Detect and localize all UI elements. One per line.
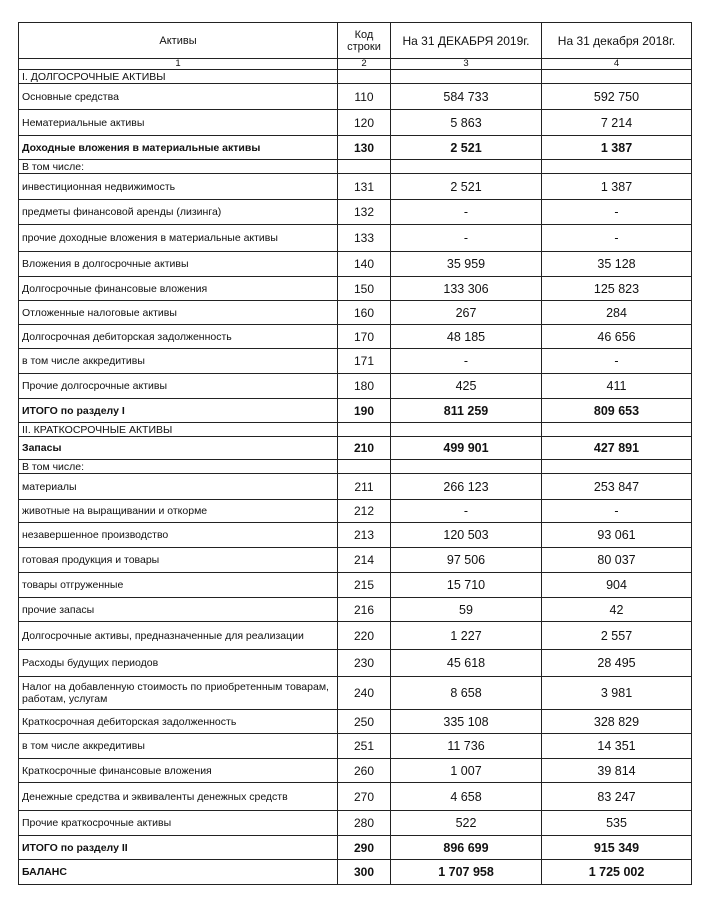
row-value-2018: 809 653 — [542, 399, 692, 423]
table-row — [19, 650, 692, 677]
table-row — [19, 437, 692, 460]
table-row — [19, 225, 692, 252]
table-row — [19, 277, 692, 301]
table-row — [19, 423, 692, 437]
row-value-2018: 83 247 — [542, 783, 692, 811]
row-code: 213 — [338, 523, 391, 548]
row-value-2019 — [391, 423, 542, 437]
row-code: 300 — [338, 860, 391, 885]
row-value-2019: 266 123 — [391, 474, 542, 500]
row-value-2018 — [542, 70, 692, 84]
row-value-2019: 1 227 — [391, 622, 542, 650]
table-row — [19, 84, 692, 110]
row-code — [338, 460, 391, 474]
table-row — [19, 759, 692, 783]
row-value-2018: 2 557 — [542, 622, 692, 650]
table-row — [19, 860, 692, 885]
row-value-2018: 253 847 — [542, 474, 692, 500]
column-number: 4 — [542, 59, 692, 70]
row-code: 211 — [338, 474, 391, 500]
column-number: 3 — [391, 59, 542, 70]
row-code: 132 — [338, 200, 391, 225]
row-code — [338, 70, 391, 84]
row-label: Долгосрочные активы, предназначенные для реализации — [19, 622, 338, 650]
row-code: 270 — [338, 783, 391, 811]
row-value-2019: 15 710 — [391, 573, 542, 598]
row-value-2018: 14 351 — [542, 734, 692, 759]
row-code: 215 — [338, 573, 391, 598]
row-code: 210 — [338, 437, 391, 460]
row-code: 230 — [338, 650, 391, 677]
table-row — [19, 160, 692, 174]
table-row — [19, 677, 692, 710]
row-label: Долгосрочная дебиторская задолженность — [19, 325, 338, 349]
row-value-2018 — [542, 423, 692, 437]
row-label: Основные средства — [19, 84, 338, 110]
row-value-2018 — [542, 160, 692, 174]
row-value-2019 — [391, 70, 542, 84]
row-code: 212 — [338, 500, 391, 523]
table-row — [19, 734, 692, 759]
header-line-code: Код строки — [338, 23, 391, 59]
table-row — [19, 399, 692, 423]
row-value-2019: 35 959 — [391, 252, 542, 277]
row-label: Доходные вложения в материальные активы — [19, 136, 338, 160]
row-value-2019 — [391, 160, 542, 174]
table-row — [19, 523, 692, 548]
row-code: 280 — [338, 811, 391, 836]
row-label: Вложения в долгосрочные активы — [19, 252, 338, 277]
table-row — [19, 783, 692, 811]
row-code: 290 — [338, 836, 391, 860]
row-label: II. КРАТКОСРОЧНЫЕ АКТИВЫ — [19, 423, 338, 437]
row-code: 120 — [338, 110, 391, 136]
row-value-2019: 1 007 — [391, 759, 542, 783]
row-label: ИТОГО по разделу II — [19, 836, 338, 860]
row-value-2019: 1 707 958 — [391, 860, 542, 885]
row-code: 240 — [338, 677, 391, 710]
row-label: Налог на добавленную стоимость по приобретенным товарам, работам, услугам — [19, 677, 338, 710]
row-value-2019: 584 733 — [391, 84, 542, 110]
table-row — [19, 252, 692, 277]
row-value-2019: 59 — [391, 598, 542, 622]
row-label: В том числе: — [19, 460, 338, 474]
row-code: 220 — [338, 622, 391, 650]
table-row — [19, 710, 692, 734]
row-value-2019: 267 — [391, 301, 542, 325]
table-row — [19, 136, 692, 160]
table-row — [19, 110, 692, 136]
row-value-2019: 120 503 — [391, 523, 542, 548]
row-code: 160 — [338, 301, 391, 325]
row-value-2018: 915 349 — [542, 836, 692, 860]
row-value-2018: 328 829 — [542, 710, 692, 734]
row-label: Отложенные налоговые активы — [19, 301, 338, 325]
row-label: Краткосрочные финансовые вложения — [19, 759, 338, 783]
row-label: Краткосрочная дебиторская задолженность — [19, 710, 338, 734]
table-row — [19, 548, 692, 573]
row-code: 140 — [338, 252, 391, 277]
row-label: В том числе: — [19, 160, 338, 174]
row-value-2019: 425 — [391, 374, 542, 399]
row-code: 216 — [338, 598, 391, 622]
row-code: 170 — [338, 325, 391, 349]
row-value-2019: 499 901 — [391, 437, 542, 460]
row-label: незавершенное производство — [19, 523, 338, 548]
row-label: животные на выращивании и откорме — [19, 500, 338, 523]
row-code: 214 — [338, 548, 391, 573]
row-value-2019: 45 618 — [391, 650, 542, 677]
column-number: 1 — [19, 59, 338, 70]
row-value-2019: 2 521 — [391, 174, 542, 200]
row-value-2018: 284 — [542, 301, 692, 325]
row-code: 180 — [338, 374, 391, 399]
row-value-2018: 35 128 — [542, 252, 692, 277]
row-value-2018: - — [542, 200, 692, 225]
row-label: Запасы — [19, 437, 338, 460]
row-value-2019: 896 699 — [391, 836, 542, 860]
table-row — [19, 474, 692, 500]
row-code: 251 — [338, 734, 391, 759]
table-row — [19, 598, 692, 622]
row-value-2018: 39 814 — [542, 759, 692, 783]
row-label: БАЛАНС — [19, 860, 338, 885]
row-code: 131 — [338, 174, 391, 200]
column-number-row — [19, 59, 692, 70]
row-label: Расходы будущих периодов — [19, 650, 338, 677]
table-row — [19, 349, 692, 374]
row-value-2019: - — [391, 225, 542, 252]
row-label: инвестиционная недвижимость — [19, 174, 338, 200]
row-value-2018: 3 981 — [542, 677, 692, 710]
row-value-2018: 7 214 — [542, 110, 692, 136]
row-value-2018: 125 823 — [542, 277, 692, 301]
row-label: прочие доходные вложения в материальные активы — [19, 225, 338, 252]
row-value-2018: 1 387 — [542, 174, 692, 200]
row-label: в том числе аккредитивы — [19, 734, 338, 759]
row-value-2018: 93 061 — [542, 523, 692, 548]
row-code: 150 — [338, 277, 391, 301]
row-value-2019: - — [391, 200, 542, 225]
table-row — [19, 500, 692, 523]
row-label: предметы финансовой аренды (лизинга) — [19, 200, 338, 225]
header-2018: На 31 декабря 2018г. — [542, 23, 692, 59]
row-value-2018: 592 750 — [542, 84, 692, 110]
table-row — [19, 573, 692, 598]
row-value-2018: 28 495 — [542, 650, 692, 677]
row-value-2018: 1 725 002 — [542, 860, 692, 885]
row-label: ИТОГО по разделу I — [19, 399, 338, 423]
row-code — [338, 423, 391, 437]
row-value-2018: - — [542, 349, 692, 374]
header-assets: Активы — [19, 23, 338, 59]
row-label: готовая продукция и товары — [19, 548, 338, 573]
balance-sheet — [18, 22, 691, 885]
row-label: Долгосрочные финансовые вложения — [19, 277, 338, 301]
row-code: 133 — [338, 225, 391, 252]
row-label: Прочие краткосрочные активы — [19, 811, 338, 836]
row-code: 190 — [338, 399, 391, 423]
row-value-2019: 2 521 — [391, 136, 542, 160]
row-value-2019: 133 306 — [391, 277, 542, 301]
row-value-2019: 5 863 — [391, 110, 542, 136]
row-code: 260 — [338, 759, 391, 783]
row-value-2019: 335 108 — [391, 710, 542, 734]
row-value-2018: 904 — [542, 573, 692, 598]
row-value-2018 — [542, 460, 692, 474]
table-row — [19, 811, 692, 836]
row-value-2018: 535 — [542, 811, 692, 836]
row-value-2018: - — [542, 225, 692, 252]
row-value-2018: - — [542, 500, 692, 523]
row-value-2018: 46 656 — [542, 325, 692, 349]
row-label: товары отгруженные — [19, 573, 338, 598]
row-value-2018: 427 891 — [542, 437, 692, 460]
row-value-2019: - — [391, 500, 542, 523]
assets-table — [18, 22, 692, 885]
row-code: 171 — [338, 349, 391, 374]
row-label: прочие запасы — [19, 598, 338, 622]
header-row — [19, 23, 692, 59]
row-value-2019: 522 — [391, 811, 542, 836]
row-value-2019: 11 736 — [391, 734, 542, 759]
row-value-2019 — [391, 460, 542, 474]
row-value-2019: 97 506 — [391, 548, 542, 573]
row-value-2019: 8 658 — [391, 677, 542, 710]
table-row — [19, 200, 692, 225]
table-row — [19, 836, 692, 860]
row-code: 130 — [338, 136, 391, 160]
row-value-2018: 80 037 — [542, 548, 692, 573]
header-2019: На 31 ДЕКАБРЯ 2019г. — [391, 23, 542, 59]
row-label: Прочие долгосрочные активы — [19, 374, 338, 399]
row-label: в том числе аккредитивы — [19, 349, 338, 374]
table-row — [19, 174, 692, 200]
column-number: 2 — [338, 59, 391, 70]
row-value-2018: 411 — [542, 374, 692, 399]
row-label: Нематериальные активы — [19, 110, 338, 136]
table-row — [19, 374, 692, 399]
row-label: Денежные средства и эквиваленты денежных средств — [19, 783, 338, 811]
row-label: I. ДОЛГОСРОЧНЫЕ АКТИВЫ — [19, 70, 338, 84]
table-row — [19, 622, 692, 650]
table-row — [19, 460, 692, 474]
row-code: 250 — [338, 710, 391, 734]
row-value-2018: 42 — [542, 598, 692, 622]
row-value-2019: 4 658 — [391, 783, 542, 811]
row-code: 110 — [338, 84, 391, 110]
row-label: материалы — [19, 474, 338, 500]
row-code — [338, 160, 391, 174]
row-value-2019: - — [391, 349, 542, 374]
row-value-2018: 1 387 — [542, 136, 692, 160]
table-row — [19, 70, 692, 84]
row-value-2019: 811 259 — [391, 399, 542, 423]
assets-table-body — [19, 23, 692, 885]
table-row — [19, 301, 692, 325]
table-row — [19, 325, 692, 349]
row-value-2019: 48 185 — [391, 325, 542, 349]
